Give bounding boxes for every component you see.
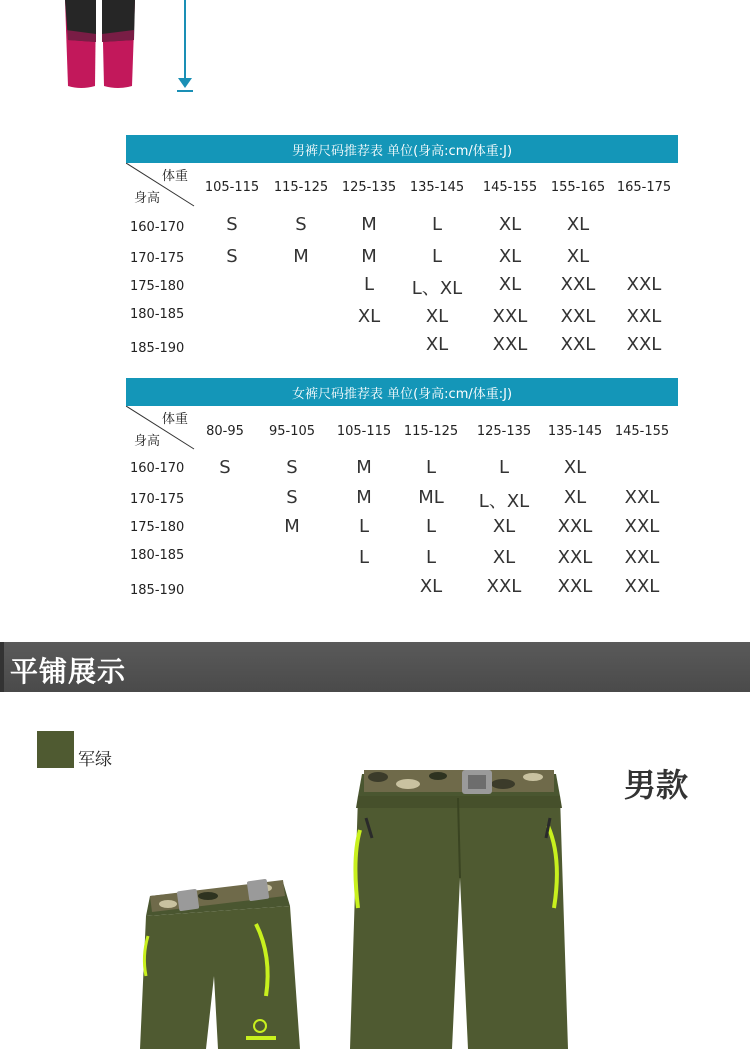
camo-belt — [364, 770, 554, 794]
weight-column-header: 105-115 — [204, 180, 260, 195]
weight-column-header: 80-95 — [206, 424, 244, 439]
size-cell: XXL — [560, 306, 596, 327]
size-cell: XXL — [560, 334, 596, 355]
height-row-header: 160-170 — [130, 461, 185, 476]
size-cell: L — [431, 246, 443, 267]
size-cell: M — [284, 516, 300, 537]
size-cell: XL — [566, 246, 590, 267]
color-swatch-label: 军绿 — [78, 750, 112, 770]
size-cell: S — [219, 457, 231, 478]
size-cell: XXL — [626, 274, 662, 295]
size-cell: L — [358, 516, 370, 537]
style-label: 男款 — [624, 766, 689, 804]
mens-size-table — [126, 135, 678, 365]
womens-size-table — [126, 378, 678, 603]
height-row-header: 160-170 — [130, 220, 185, 235]
height-label: 身高 — [134, 434, 161, 449]
weight-column-header: 135-145 — [547, 424, 603, 439]
weight-column-header: 95-105 — [268, 424, 316, 439]
size-cell: XL — [498, 246, 522, 267]
section-title: 平铺展示 — [10, 655, 127, 688]
weight-column-header: 105-115 — [336, 424, 392, 439]
color-swatch[interactable] — [37, 731, 74, 768]
size-cell: XL — [425, 334, 449, 355]
height-row-header: 175-180 — [130, 279, 185, 294]
weight-column-header: 115-125 — [273, 180, 329, 195]
size-cell: XXL — [557, 576, 593, 597]
size-cell: S — [286, 457, 298, 478]
size-cell: XXL — [624, 516, 660, 537]
size-cell: XXL — [560, 274, 596, 295]
length-indicator-line — [184, 0, 186, 80]
size-cell: S — [295, 214, 307, 235]
size-cell: L — [431, 214, 443, 235]
banner-edge — [0, 642, 4, 692]
size-cell: XXL — [557, 516, 593, 537]
weight-column-header: 125-135 — [341, 180, 397, 195]
size-cell: M — [293, 246, 309, 267]
height-row-header: 170-175 — [130, 492, 185, 507]
size-cell: XXL — [492, 306, 528, 327]
height-row-header: 175-180 — [130, 520, 185, 535]
womens-table-title: 女裤尺码推荐表 单位(身高:cm/体重:J) — [126, 378, 678, 406]
weight-column-header: 165-175 — [616, 180, 672, 195]
size-cell: XL — [425, 306, 449, 327]
size-cell: M — [361, 214, 377, 235]
table-corner-header — [126, 163, 196, 207]
weight-label: 体重 — [162, 412, 189, 427]
size-cell: S — [226, 214, 238, 235]
size-cell: L、XL — [478, 491, 530, 512]
weight-column-header: 145-155 — [482, 180, 538, 195]
product-pants-pink-image — [60, 0, 140, 92]
arrow-down-icon — [178, 78, 192, 88]
size-cell: L — [358, 547, 370, 568]
size-cell: L — [425, 516, 437, 537]
size-cell: XL — [498, 214, 522, 235]
size-cell: L — [363, 274, 375, 295]
size-cell: XXL — [626, 306, 662, 327]
size-cell: L — [425, 547, 437, 568]
size-cell: XXL — [486, 576, 522, 597]
length-indicator-base — [177, 90, 193, 92]
size-cell: XL — [492, 547, 516, 568]
size-cell: M — [361, 246, 377, 267]
section-banner — [0, 642, 750, 692]
size-cell: M — [356, 487, 372, 508]
size-cell: XL — [566, 214, 590, 235]
size-cell: ML — [418, 487, 444, 508]
size-cell: XL — [419, 576, 443, 597]
size-cell: XXL — [624, 487, 660, 508]
weight-column-header: 155-165 — [550, 180, 606, 195]
product-pants-green-large-image — [348, 768, 570, 1049]
product-pants-green-small-image — [138, 876, 303, 1049]
size-cell: XL — [563, 487, 587, 508]
table-corner-header — [126, 406, 196, 450]
size-cell: M — [356, 457, 372, 478]
height-row-header: 170-175 — [130, 251, 185, 266]
size-cell: XL — [563, 457, 587, 478]
size-cell: XXL — [624, 576, 660, 597]
size-cell: S — [226, 246, 238, 267]
weight-label: 体重 — [162, 169, 189, 184]
weight-column-header: 125-135 — [476, 424, 532, 439]
height-row-header: 185-190 — [130, 583, 185, 598]
size-cell: XL — [492, 516, 516, 537]
height-row-header: 185-190 — [130, 341, 185, 356]
size-cell: XXL — [624, 547, 660, 568]
height-row-header: 180-185 — [130, 307, 185, 322]
size-cell: L — [425, 457, 437, 478]
size-cell: XXL — [626, 334, 662, 355]
mens-table-title: 男裤尺码推荐表 单位(身高:cm/体重:J) — [126, 135, 678, 163]
size-cell: XXL — [557, 547, 593, 568]
size-cell: S — [286, 487, 298, 508]
height-row-header: 180-185 — [130, 548, 185, 563]
weight-column-header: 135-145 — [409, 180, 465, 195]
size-cell: XXL — [492, 334, 528, 355]
size-cell: L、XL — [411, 278, 463, 299]
weight-column-header: 115-125 — [403, 424, 459, 439]
size-cell: L — [498, 457, 510, 478]
weight-column-header: 145-155 — [614, 424, 670, 439]
size-cell: XL — [498, 274, 522, 295]
size-cell: XL — [357, 306, 381, 327]
height-label: 身高 — [134, 191, 161, 206]
